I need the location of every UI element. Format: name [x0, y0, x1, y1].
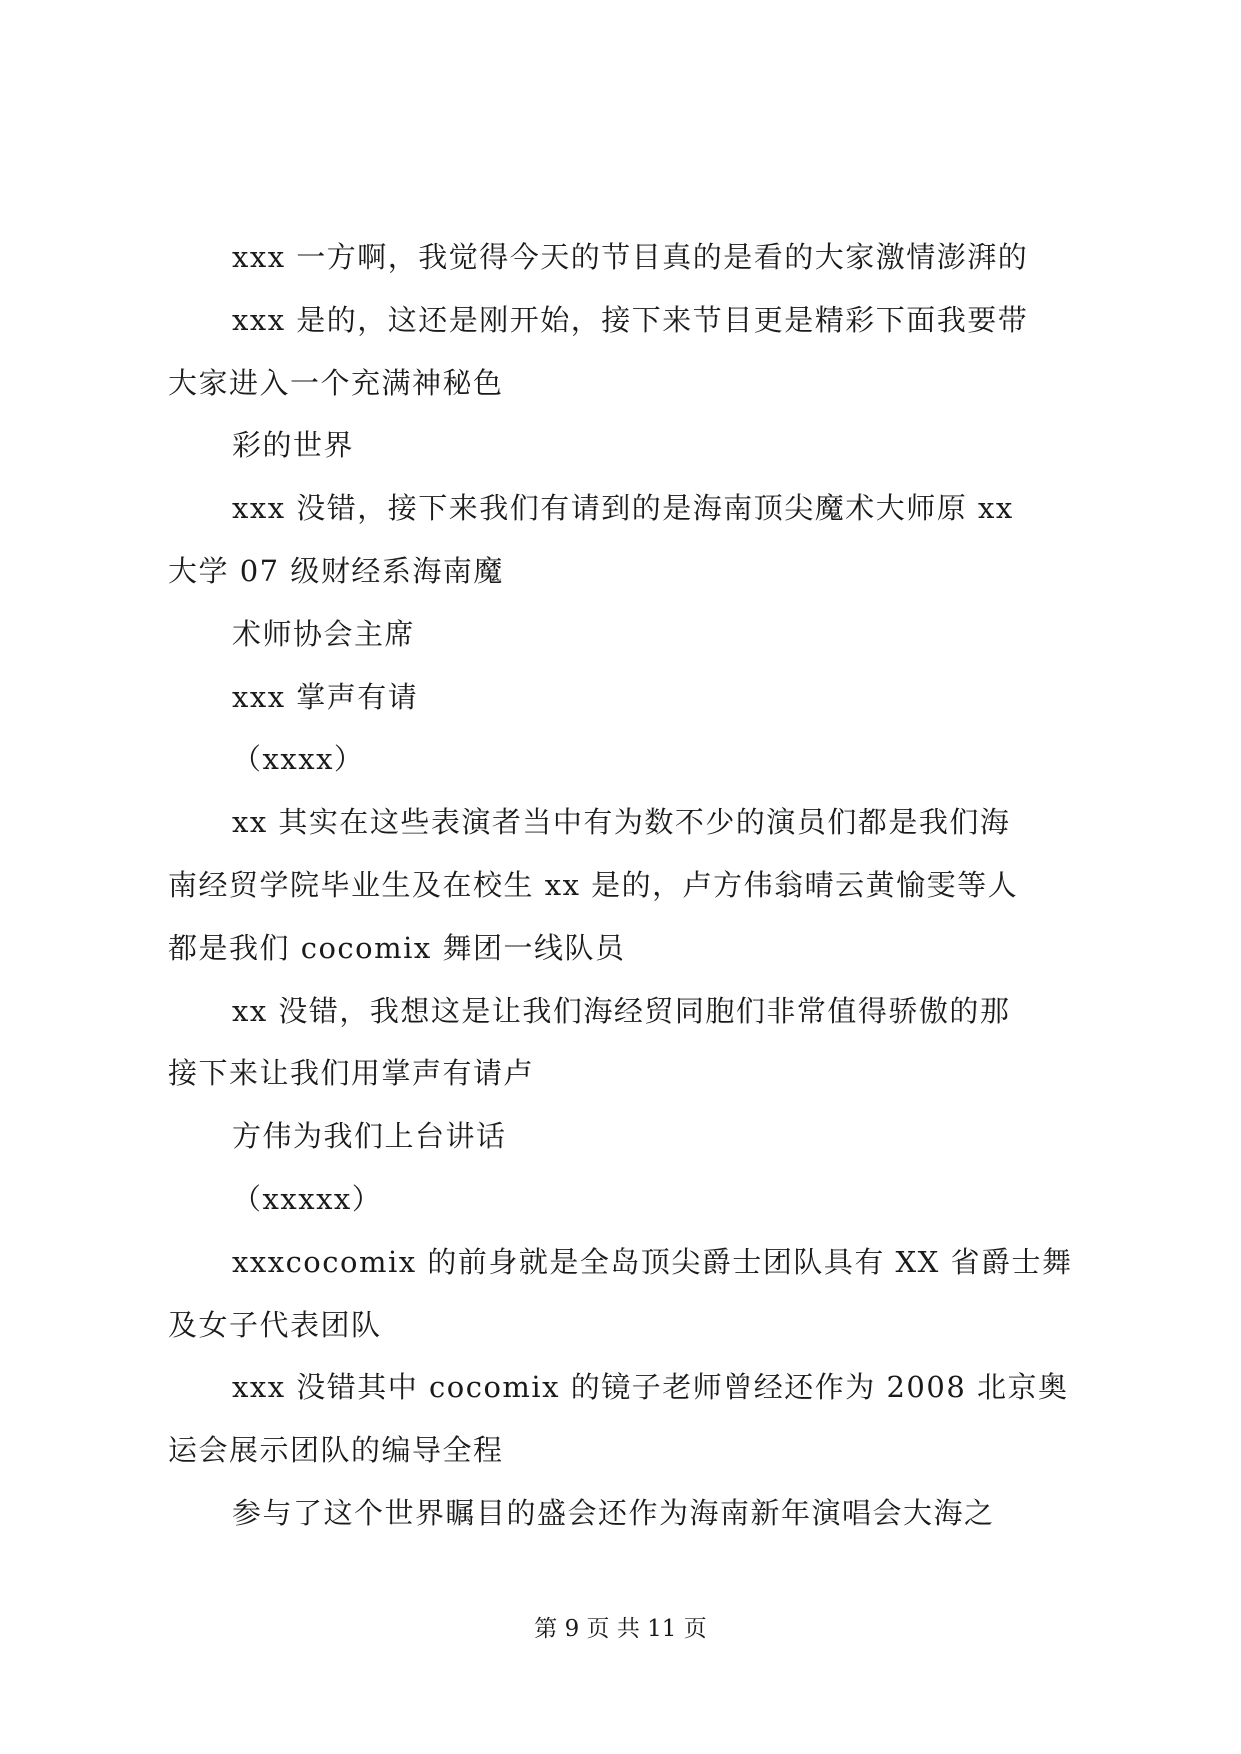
text-line: xxx 是的，这还是刚开始，接下来节目更是精彩下面我要带 — [232, 302, 1029, 337]
text-line: 大学 07 级财经系海南魔 — [168, 553, 504, 588]
text-line: 大家进入一个充满神秘色 — [168, 365, 504, 400]
document-body — [168, 226, 1088, 1545]
text-line: 运会展示团队的编导全程 — [168, 1433, 504, 1468]
text-line: xxx 没错其中 cocomix 的镜子老师曾经还作为 2008 北京奥 — [232, 1370, 1069, 1405]
text-line: （xxxx） — [232, 742, 365, 777]
text-line: xxx 一方啊，我觉得今天的节目真的是看的大家激情澎湃的 — [232, 240, 1029, 274]
text-line: 接下来让我们用掌声有请卢 — [168, 1056, 535, 1091]
text-line: （xxxxx） — [232, 1181, 383, 1216]
page-footer: 第 9 页 共 11 页 — [534, 1616, 707, 1642]
text-line: 都是我们 cocomix 舞团一线队员 — [168, 930, 626, 965]
text-line: xx 其实在这些表演者当中有为数不少的演员们都是我们海 — [232, 805, 1011, 840]
text-line: 南经贸学院毕业生及在校生 xx 是的，卢方伟翁晴云黄愉雯等人 — [168, 867, 1019, 902]
text-line: xxxcocomix 的前身就是全岛顶尖爵士团队具有 XX 省爵士舞 — [232, 1244, 1073, 1279]
text-line: xxx 没错，接下来我们有请到的是海南顶尖魔术大师原 xx — [232, 491, 1014, 526]
text-line: 及女子代表团队 — [168, 1307, 382, 1342]
text-line: 方伟为我们上台讲话 — [232, 1119, 507, 1154]
text-line: xxx 掌声有请 — [232, 679, 419, 714]
text-line: xx 没错，我想这是让我们海经贸同胞们非常值得骄傲的那 — [232, 993, 1011, 1028]
text-line: 参与了这个世界瞩目的盛会还作为海南新年演唱会大海之 — [232, 1495, 995, 1530]
text-line: 术师协会主席 — [232, 616, 416, 651]
text-line: 彩的世界 — [232, 428, 355, 463]
